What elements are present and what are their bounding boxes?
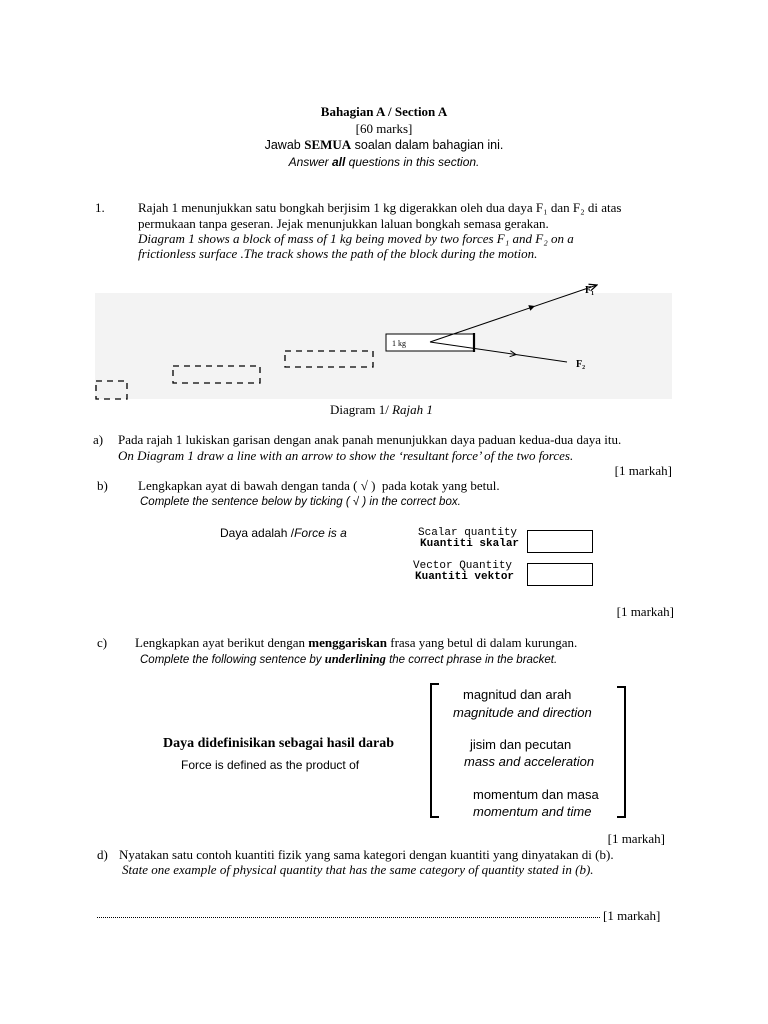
section-marks: [60 marks] [355, 121, 413, 136]
part-b-text-ms: Lengkapkan ayat di bawah dengan tanda ( √ ) pada kotak yang betul. [138, 478, 500, 493]
diagram-background [95, 293, 672, 399]
part-c-text-ms [135, 635, 577, 651]
choice-1-ms: magnitud dan arah [463, 687, 572, 702]
stem-en-line-1: Diagram 1 shows a block of mass of 1 kg being moved by two forces F₁ and F₂ on a [138, 231, 574, 246]
section-title: Bahagian A / Section A [320, 104, 448, 119]
option-scalar-ms: Kuantiti skalar [420, 538, 520, 550]
part-c-text-en [140, 651, 557, 668]
diagram-caption-italic: Rajah 1 [392, 402, 433, 417]
part-d-marks: [1 markah] [603, 908, 661, 923]
diagram-caption-main: Diagram 1/ [330, 402, 393, 417]
left-bracket [430, 683, 439, 818]
choice-2-ms: jisim dan pecutan [470, 737, 572, 752]
part-c-text-ms-bold: menggariskan [308, 635, 387, 650]
force-1-label: F₁ [585, 285, 595, 296]
part-c-sentence-ms: Daya didefinisikan sebagai hasil darab [163, 736, 395, 751]
stem-en-line-2: frictionless surface .The track shows the path of the block during the motion. [138, 246, 538, 261]
instruction-en-post: questions in this section. [345, 155, 480, 169]
part-c-text-ms-post: frasa yang betul di dalam kurungan. [387, 635, 578, 650]
part-d-text-ms: Nyatakan satu contoh kuantiti fizik yang sama kategori dengan kuantiti yang dinyatakan di (b). [119, 847, 614, 862]
part-c-text-en-bold: underlining [324, 652, 386, 666]
block-label: 1 kg [392, 339, 406, 348]
part-c-text-en-pre: Complete the following sentence by [140, 654, 325, 666]
option-scalar-en: Scalar quantity [418, 527, 518, 539]
part-a-marks: [1 markah] [614, 463, 672, 478]
part-c-text-ms-pre: Lengkapkan ayat berikut dengan [135, 635, 309, 650]
stem-ms-line-2: permukaan tanpa geseran. Jejak menunjukkan laluan bongkah semasa gerakan. [138, 216, 549, 231]
scalar-tick-box [527, 530, 593, 553]
question-number: 1. [95, 200, 105, 215]
diagram-1 [90, 275, 680, 405]
part-a-text-en: On Diagram 1 draw a line with an arrow to show the ‘resultant force’ of the two forces. [118, 448, 574, 463]
instruction-en-bold: all [331, 155, 346, 169]
part-c-marks: [1 markah] [607, 831, 665, 846]
part-b-sentence-main: Daya adalah / [220, 526, 295, 540]
instruction-ms [0, 137, 768, 153]
instruction-en [0, 154, 768, 170]
instruction-ms-post: soalan dalam bahagian ini. [351, 138, 504, 152]
part-a-label: a) [93, 432, 104, 447]
part-a-text-ms: Pada rajah 1 lukiskan garisan dengan anak panah menunjukkan daya paduan kedua-dua daya itu. [118, 432, 622, 447]
part-b-sentence [220, 525, 347, 541]
part-c-text-en-post: the correct phrase in the bracket. [385, 654, 558, 666]
choice-3-en: momentum and time [473, 804, 592, 819]
option-vector-en: Vector Quantity [413, 560, 513, 572]
stem-ms-line-1: Rajah 1 menunjukkan satu bongkah berjisim 1 kg digerakkan oleh dua daya F₁ dan F₂ di atas [138, 200, 622, 215]
force-2-label: F₂ [576, 359, 586, 370]
answer-line [97, 917, 600, 918]
part-c-sentence-en: Force is defined as the product of [181, 758, 360, 772]
diagram-caption [330, 402, 433, 418]
choice-1-en: magnitude and direction [453, 705, 592, 720]
instruction-ms-bold: SEMUA [304, 137, 352, 152]
part-d-text-en: State one example of physical quantity that has the same category of quantity stated in (b). [122, 862, 594, 877]
part-b-marks: [1 markah] [616, 604, 674, 619]
part-b-label: b) [97, 478, 108, 493]
part-d-label: d) [97, 847, 108, 862]
instruction-ms-pre: Jawab [264, 138, 305, 152]
instruction-en-pre: Answer [288, 155, 332, 169]
part-b-text-en: Complete the sentence below by ticking ( √ ) in the correct box. [140, 496, 461, 508]
right-bracket [617, 686, 626, 818]
choice-3-ms: momentum dan masa [473, 787, 599, 802]
part-c-label: c) [97, 635, 108, 650]
vector-tick-box [527, 563, 593, 586]
part-b-sentence-italic: Force is a [294, 526, 347, 540]
choice-2-en: mass and acceleration [464, 754, 595, 769]
option-vector-ms: Kuantiti vektor [415, 571, 515, 583]
